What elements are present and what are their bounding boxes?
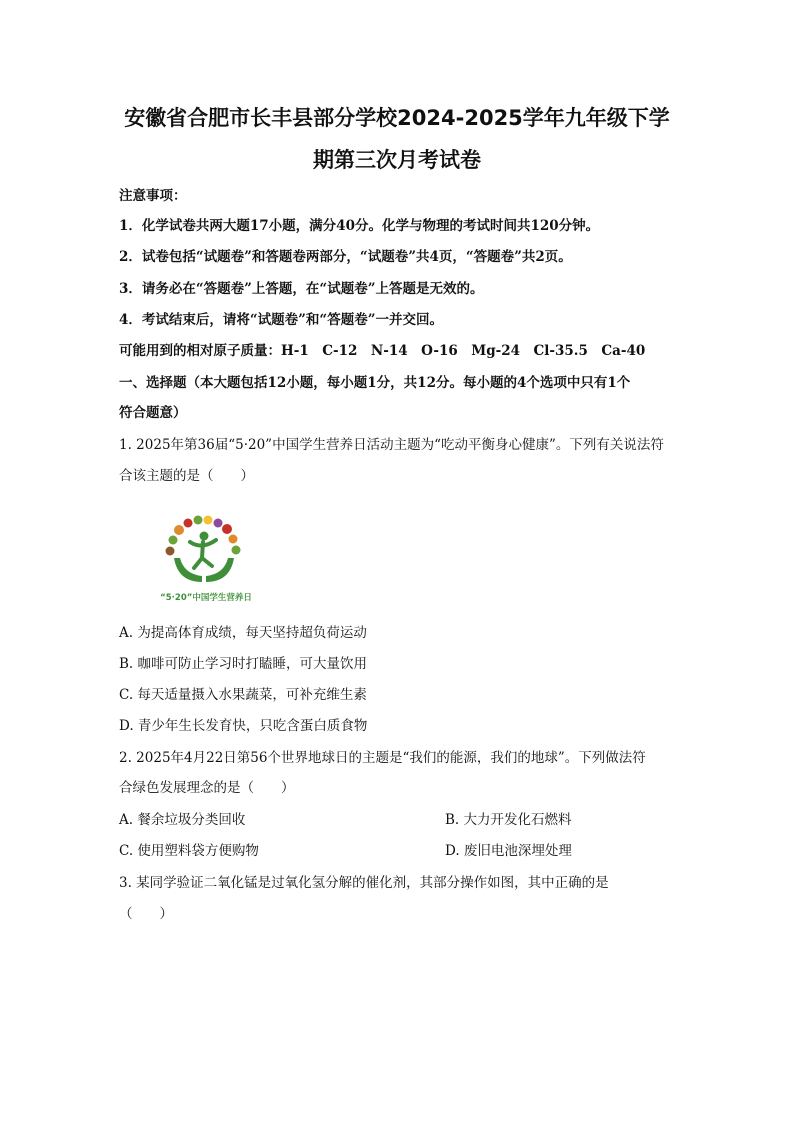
question-1-option-a: A. 为提高体育成绩，每天坚持超负荷运动 [119,625,367,641]
logo-caption: “5·20”中国学生营养日 [160,593,252,603]
question-3-stem-line-1: 3. 某同学验证二氧化锰是过氧化氢分解的催化剂，其部分操作如图，其中正确的是 [119,875,609,891]
running-figure-icon [190,532,216,569]
question-2-option-b: B. 大力开发化石燃料 [445,812,572,828]
section-1-heading-line-2: 符合题意） [119,405,187,421]
question-2-stem-line-1: 2. 2025年4月22日第56个世界地球日的主题是“我们的能源，我们的地球”。下列做法符 [119,750,646,766]
question-2-option-d: D. 废旧电池深埋处理 [445,843,572,859]
question-1-stem-line-2: 合该主题的是（ ） [119,468,254,484]
question-1-option-b: B. 咖啡可防止学习时打瞌睡，可大量饮用 [119,656,368,672]
question-3-stem-line-2: （ ） [119,906,173,922]
exam-title-line-2: 期第三次月考试卷 [313,148,481,172]
question-1-stem-line-1: 1. 2025年第36届“5·20”中国学生营养日活动主题为“吃动平衡身心健康”。下列有关说法符 [119,437,664,453]
question-2-option-c: C. 使用塑料袋方便购物 [119,843,259,859]
question-2-option-a: A. 餐余垃圾分类回收 [119,812,246,828]
atomic-masses: 可能用到的相对原子质量：H-1 C-12 N-14 O-16 Mg-24 Cl-35.5 Ca-40 [119,343,646,359]
question-2-stem-line-2: 合绿色发展理念的是（ ） [119,780,295,796]
notice-heading: 注意事项： [119,188,187,204]
notice-item-4: 4．考试结束后，请将“试题卷”和“答题卷”一并交回。 [119,312,443,328]
notice-item-2: 2．试卷包括“试题卷”和答题卷两部分，“试题卷”共4页，“答题卷”共2页。 [119,249,572,265]
notice-item-1: 1．化学试卷共两大题17小题，满分40分。化学与物理的考试时间共120分钟。 [119,218,600,234]
notice-item-3: 3．请务必在“答题卷”上答题，在“试题卷”上答题是无效的。 [119,281,484,297]
question-1-option-c: C. 每天适量摄入水果蔬菜，可补充维生素 [119,687,367,703]
section-1-heading-line-1: 一、选择题（本大题包括12小题，每小题1分，共12分。每小题的4个选项中只有1个 [119,375,631,391]
student-nutrition-day-logo [142,512,270,604]
question-1-option-d: D. 青少年生长发育快，只吃含蛋白质食物 [119,718,368,734]
exam-title-line-1: 安徽省合肥市长丰县部分学校2024-2025学年九年级下学 [124,106,670,130]
